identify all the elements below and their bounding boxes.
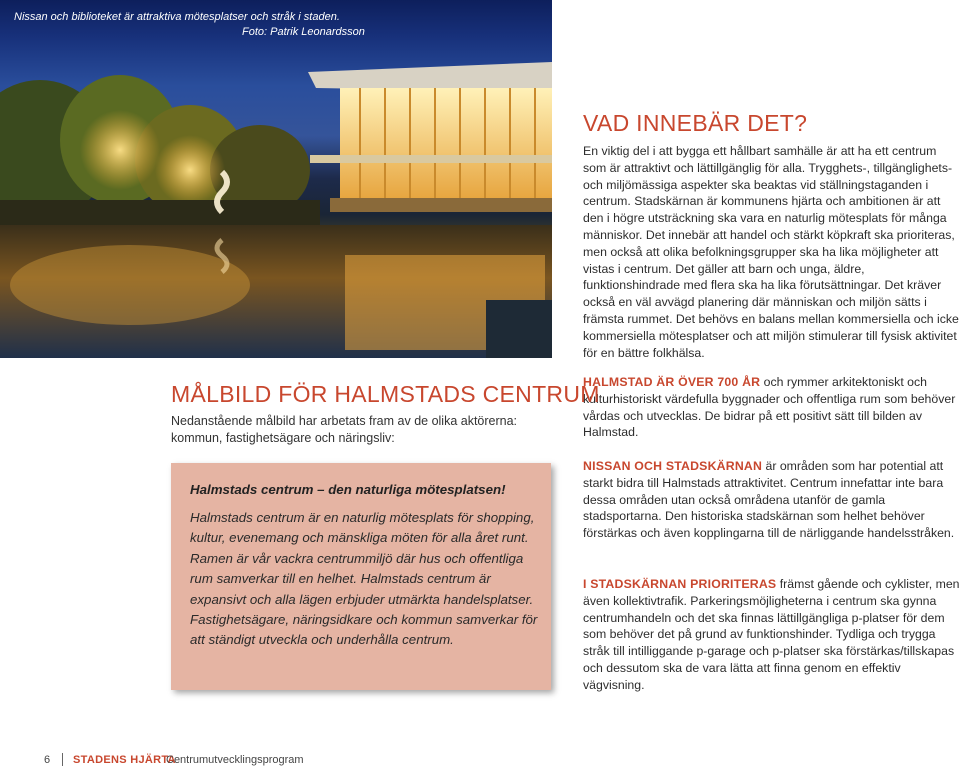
paragraph-lead: HALMSTAD ÄR ÖVER 700 ÅR [583, 375, 761, 389]
page-number: 6 [44, 754, 51, 766]
caption-text: Nissan och biblioteket är attraktiva mötesplatser och stråk i staden. [14, 11, 340, 23]
vad-paragraph: En viktig del i att bygga ett hållbart samhälle är att ha ett centrum som är attraktivt och lättillgänglig för alla. Trygghets-, tillgänglighets- och miljömässiga aspekter ska beaktas vid ställningstaganden i centrum. Stadskärnan är kommunens hjärta och ambitionen är att den i högre utsträckning ska vara en naturlig mötesplats för många människor. Det innebär att handel och stärkt köpkraft ska prioriteras, men också att olika befolkningsgrupper ska ha lika möjligheter att vistas i centrum. Det gäller att barn och unga, äldre, funktionshindrade med flera ska ha lika förutsättningar. Det kräver också en väl avvägd planering där människan och miljön sätts i främsta rummet. Det behövs en balans mellan kommersiella och icke kommersiella mötesplatser och att miljön stimulerar till fysisk aktivitet för en bättre folkhälsa. [583, 144, 959, 360]
paragraph-text: är områden som har potential att starkt bidra till Halmstads attraktivitet. Centrum innefattar inte bara dessa områden utan också områdena utanför de gamla stadsportarna. Den historiska stadskärnan som helhet behöver förstärkas och även kopplingarna till de närliggande handelsstråken. [583, 459, 955, 541]
page-footer [0, 750, 960, 770]
footer-program: Centrumutvecklingsprogram [166, 754, 304, 766]
paragraph-lead: NISSAN OCH STADSKÄRNAN [583, 459, 763, 473]
vision-heading: Halmstads centrum – den naturliga mötesplatsen! [190, 482, 506, 497]
vision-text: Halmstads centrum är en naturlig mötesplats för shopping, kultur, evenemang och mänskliga möten för alla året runt. Ramen är vår vackra centrummiljö där hus och offentliga rum samverkar till en helhet. Halmstads centrum är expansivt och alla lägen erbjuder utmärkta handelsplatser. Fastighetsägare, näringsidkare och kommun samverkar för att ständigt utveckla och underhålla centrum. [190, 510, 538, 648]
vision-box [171, 463, 551, 690]
photo-illustration [0, 0, 552, 358]
malbild-intro: Nedanstående målbild har arbetats fram av de olika aktörerna: kommun, fastighetsägare och näringsliv: [171, 414, 518, 445]
vad-body [583, 143, 960, 361]
footer-divider [62, 753, 63, 766]
paragraph-halmstad [583, 374, 960, 441]
paragraph-nissan [583, 458, 960, 542]
paragraph-stadskarnan [583, 576, 960, 694]
paragraph-text: och rymmer arkitektoniskt och kulturhistoriskt värdefulla byggnader och offentliga rum som behöver vårdas och utvecklas. De bidrar på ett positivt sätt till bilden av Halmstad. [583, 375, 956, 440]
caption-credit: Foto: Patrik Leonardsson [242, 26, 365, 38]
library-photo [0, 0, 552, 358]
section-title-vad: VAD INNEBÄR DET? [583, 110, 808, 136]
footer-brand: STADENS HJÄRTA [73, 754, 176, 766]
section-title-malbild: MÅLBILD FÖR HALMSTADS CENTRUM [171, 381, 600, 407]
paragraph-lead: I STADSKÄRNAN PRIORITERAS [583, 577, 777, 591]
paragraph-text: främst gående och cyklister, men även kollektivtrafik. Parkeringsmöjligheterna i centrum ska gynna centrumhandeln och det ska finnas lättillgängliga p-platser för dem som behöver det på grund av funktionshinder. Tydliga och trygga stråk till intilliggande p-garage och p-platser ska förstärkas/tillskapas och dessutom ska de vara lätta att finna genom en effektiv vägvisning. [583, 577, 960, 692]
